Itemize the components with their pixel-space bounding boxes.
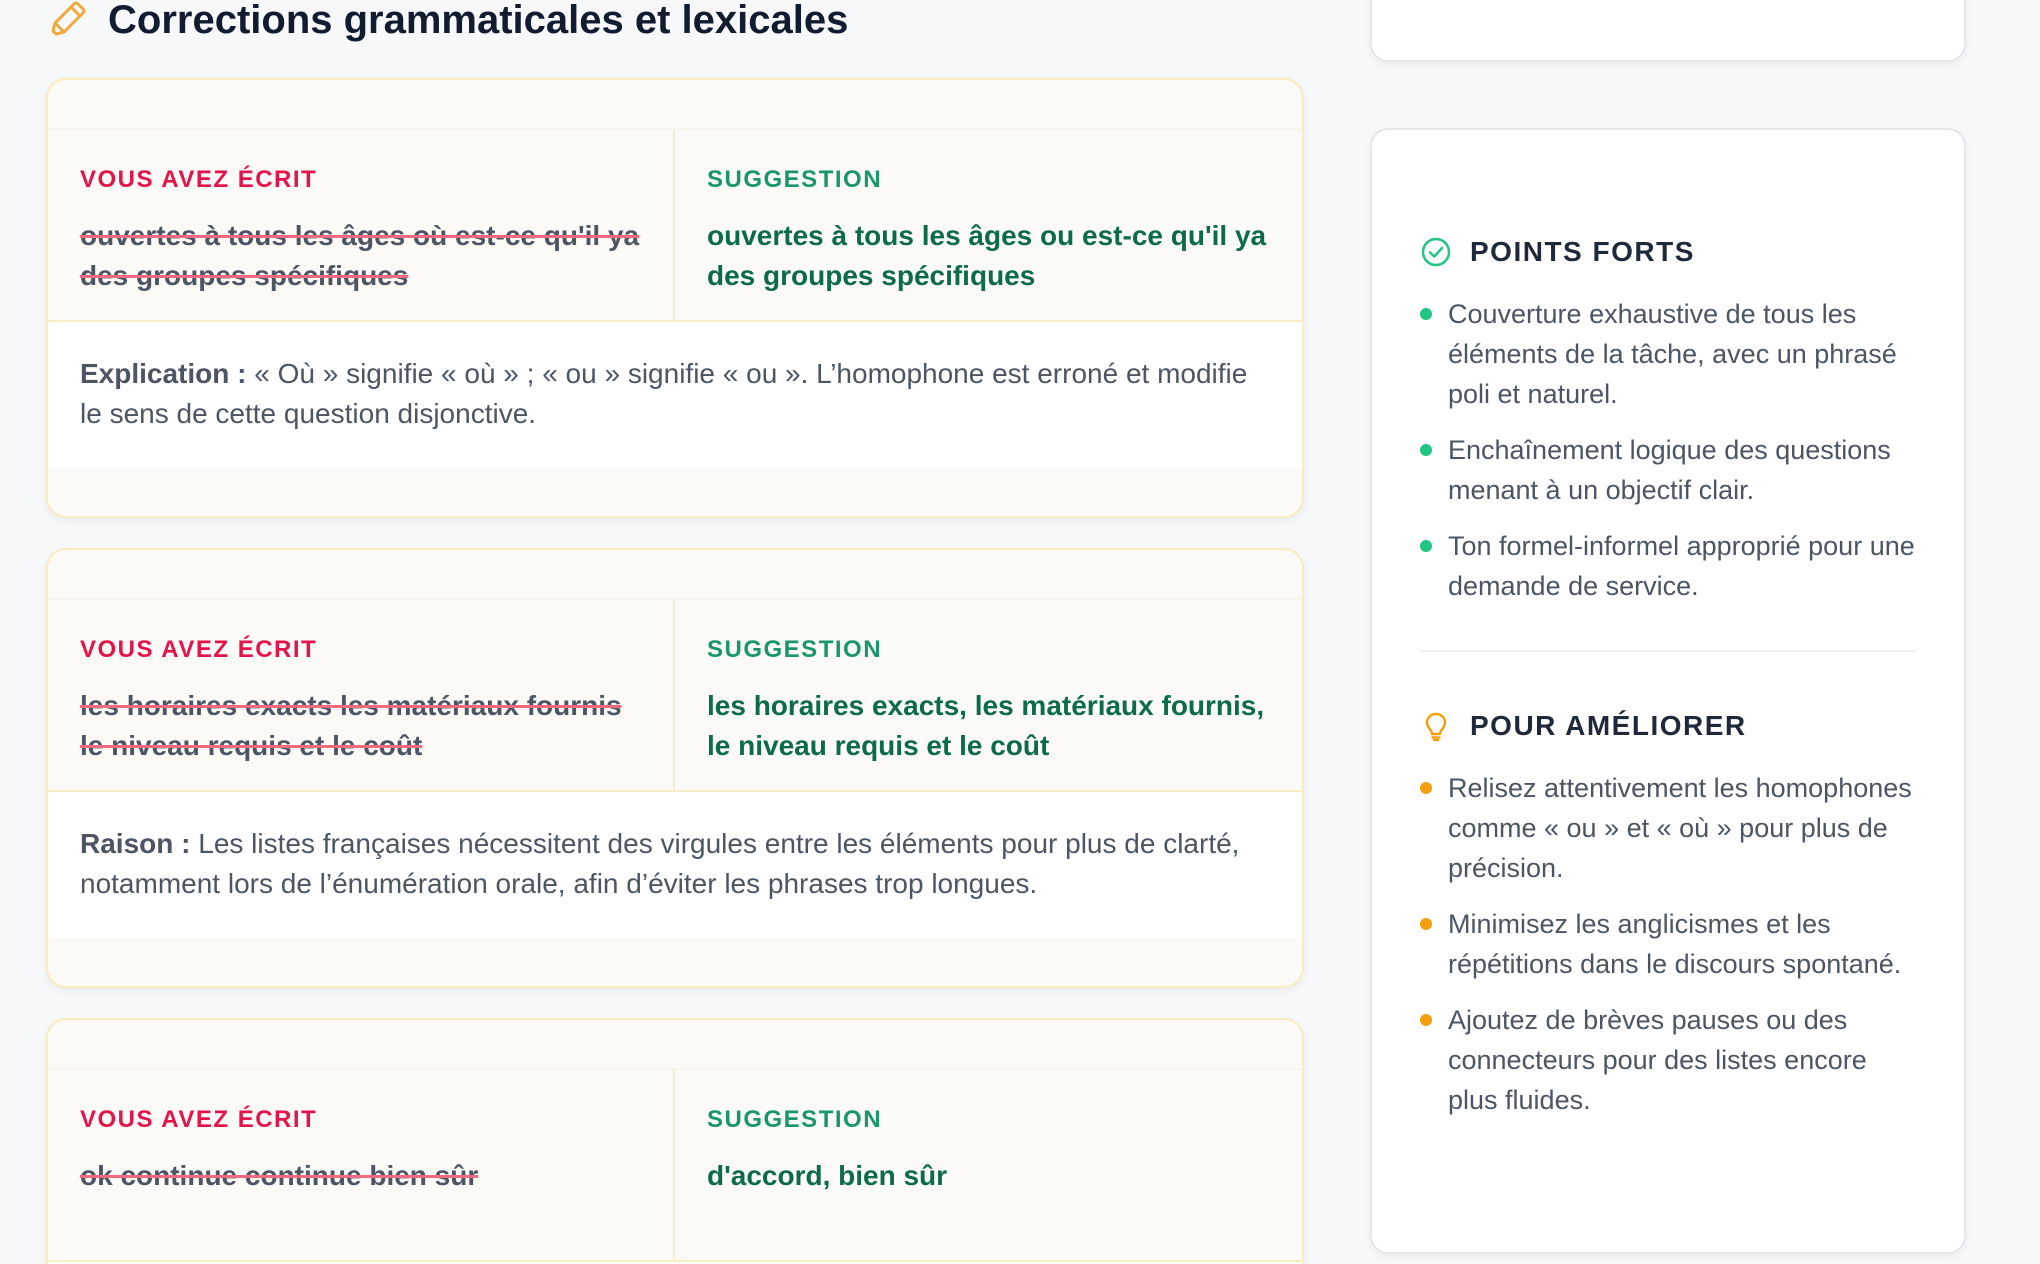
feedback-panel (1370, 128, 1966, 1254)
list-item (1420, 1000, 1916, 1120)
improve-text: Minimisez les anglicismes et les répétitions dans le discours spontané. (1448, 909, 1902, 979)
pencil-icon (46, 0, 88, 41)
bullet-icon (1420, 1014, 1432, 1026)
summary-panel-top (1370, 0, 1966, 62)
bullet-icon (1420, 444, 1432, 456)
written-label: VOUS AVEZ ÉCRIT (80, 1106, 318, 1133)
strength-text: Couverture exhaustive de tous les éléments de la tâche, avec un phrasé poli et naturel. (1448, 299, 1897, 409)
written-column (48, 1070, 675, 1260)
suggestion-text: les horaires exacts, les matériaux fournis, le niveau requis et le coût (707, 690, 1265, 761)
improve-section (1420, 704, 1916, 1136)
written-text: ouvertes à tous les âges où est-ce qu'il ya des groupes spécifiques (80, 220, 640, 291)
suggestion-text: d'accord, bien sûr (707, 1160, 948, 1191)
strengths-list (1420, 294, 1916, 606)
improve-text: Relisez attentivement les homophones comme « ou » et « où » pour plus de précision. (1448, 773, 1912, 883)
suggestion-text: ouvertes à tous les âges ou est-ce qu'il ya des groupes spécifiques (707, 220, 1267, 291)
list-item (1420, 294, 1916, 414)
explanation-text: Les listes françaises nécessitent des virgules entre les éléments pour plus de clarté, notamment lors de l’énumération orale, afin d’éviter les phrases trop longues. (80, 828, 1240, 899)
section-divider (1420, 650, 1916, 652)
strength-text: Ton formel-informel approprié pour une demande de service. (1448, 531, 1915, 601)
section-title: Corrections grammaticales et lexicales (108, 0, 849, 42)
list-item (1420, 526, 1916, 606)
strength-text: Enchaînement logique des questions menant à un objectif clair. (1448, 435, 1891, 505)
list-item (1420, 430, 1916, 510)
bullet-icon (1420, 918, 1432, 930)
explanation-text: « Où » signifie « où » ; « ou » signifie « ou ». L’homophone est erroné et modifie le sens de cette question disjonctive. (80, 358, 1248, 429)
check-circle-icon (1420, 236, 1452, 268)
bullet-icon (1420, 308, 1432, 320)
written-text: ok continue continue bien sûr (80, 1160, 479, 1191)
corrections-column (46, 0, 1304, 1264)
improve-heading (1420, 704, 1916, 748)
explanation-label: Explication : (80, 358, 247, 389)
correction-card (46, 548, 1304, 988)
improve-list (1420, 768, 1916, 1120)
list-item (1420, 904, 1916, 984)
correction-card (46, 78, 1304, 518)
written-label: VOUS AVEZ ÉCRIT (80, 166, 318, 193)
suggestion-column (675, 600, 1302, 790)
suggestion-column (675, 1070, 1302, 1260)
list-item (1420, 768, 1916, 888)
suggestion-label: SUGGESTION (707, 1106, 883, 1133)
suggestion-label: SUGGESTION (707, 166, 883, 193)
strengths-section (1420, 230, 1916, 622)
explanation (48, 792, 1302, 938)
bullet-icon (1420, 782, 1432, 794)
written-column (48, 130, 675, 320)
correction-card (46, 1018, 1304, 1264)
improve-text: Ajoutez de brèves pauses ou des connecteurs pour des listes encore plus fluides. (1448, 1005, 1867, 1115)
suggestion-column (675, 130, 1302, 320)
written-column (48, 600, 675, 790)
improve-title: POUR AMÉLIORER (1470, 710, 1747, 741)
strengths-heading (1420, 230, 1916, 274)
suggestion-label: SUGGESTION (707, 636, 883, 663)
corrections-header (46, 0, 848, 52)
comparison-row (48, 128, 1302, 322)
comparison-row (48, 1068, 1302, 1262)
written-label: VOUS AVEZ ÉCRIT (80, 636, 318, 663)
lightbulb-icon (1420, 710, 1452, 742)
written-text: les horaires exacts les matériaux fournis le niveau requis et le coût (80, 690, 622, 761)
explanation-label: Raison : (80, 828, 191, 859)
strengths-title: POINTS FORTS (1470, 236, 1695, 267)
bullet-icon (1420, 540, 1432, 552)
explanation (48, 322, 1302, 468)
comparison-row (48, 598, 1302, 792)
